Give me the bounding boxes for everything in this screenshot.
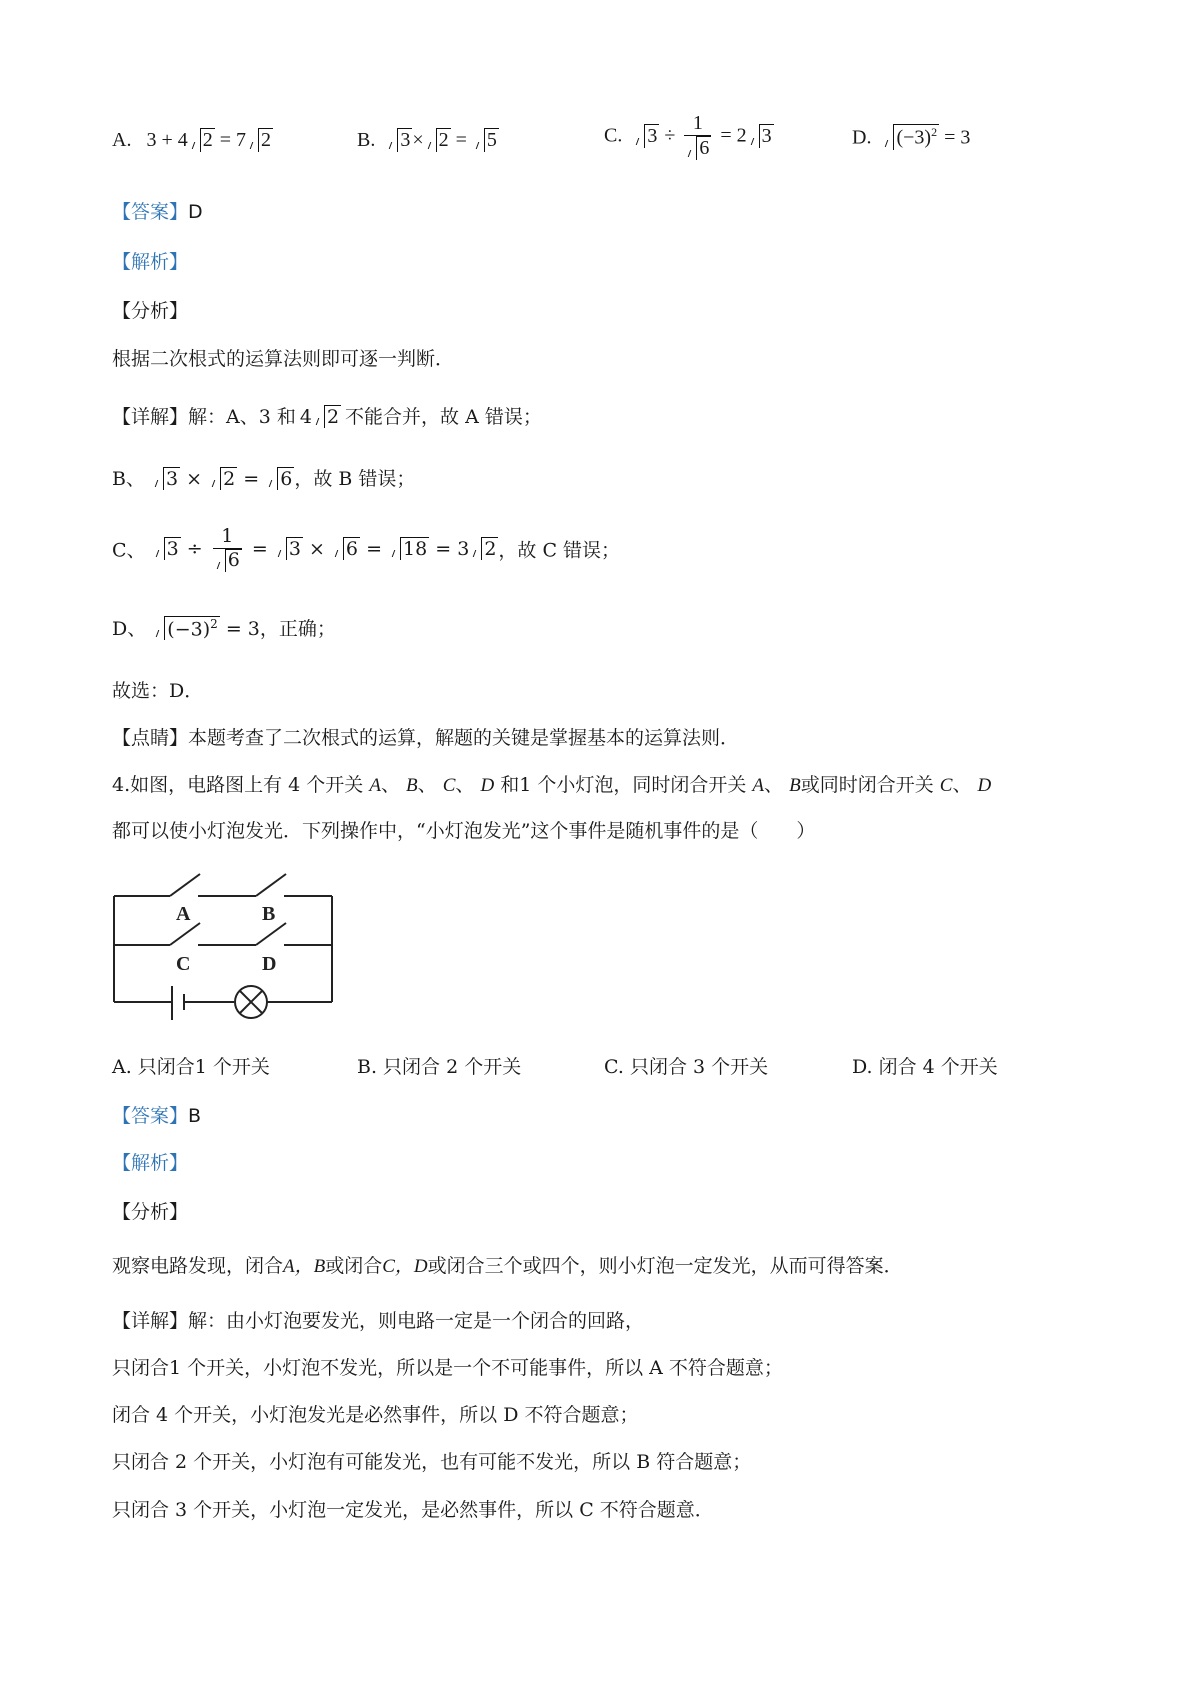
q3-detail-line-4: D、 $(-3)^2 = 3$，正确； <box>112 616 336 640</box>
q3-fenxi-text: 根据二次根式的运算法则即可逐一判断． <box>112 348 455 370</box>
q4-detail-line-4: 只闭合 2 个开关，小灯泡有可能发光，也有可能不发光，所以 B 符合题意； <box>112 1451 752 1473</box>
q4-option-b: B. 只闭合 2 个开关 <box>357 1056 522 1078</box>
q3-choose: 故选：D． <box>112 680 204 702</box>
switch-label-c: C <box>176 953 191 975</box>
q4-option-c: C. 只闭合 3 个开关 <box>604 1056 769 1078</box>
q3-option-c: C. 3 ÷ $\frac{1}{6}$ = 2 3 <box>604 112 772 159</box>
q4-analysis-tag: 【解析】 <box>112 1152 189 1174</box>
q4-stem-line-1: 4.如图，电路图上有 4 个开关 A、 B、 C、 D 和1 个小灯泡，同时闭合开关 A、 B或同时闭合开关 C、 D <box>112 774 992 796</box>
q3-detail-line-3: C、 3 ÷ $\frac{1}{6}$ = 3 × 6 = 18 = 3 2 ，故 C 错误； <box>112 525 621 571</box>
q4-option-a: A. 只闭合1 个开关 <box>112 1056 270 1078</box>
q4-detail-line-1: 【详解】解：由小灯泡要发光，则电路一定是一个闭合的回路， <box>112 1310 645 1332</box>
switch-label-a: A <box>176 903 191 925</box>
q3-detail-line-1: 【详解】解：A、3 和 4 2 不能合并，故 A 错误； <box>112 406 542 428</box>
q3-option-d: D. $(-3)^2 = 3$ <box>852 125 971 149</box>
q3-option-b: B. 3 × 2 = 5 <box>357 129 497 151</box>
q4-detail-line-3: 闭合 4 个开关，小灯泡发光是必然事件，所以 D 不符合题意； <box>112 1404 639 1426</box>
q3-detail-line-2: B、 3 × 2 = 6 ，故 B 错误； <box>112 468 416 490</box>
q4-answer: 【答案】B <box>112 1105 202 1127</box>
q3-option-a: A. 3 + 4 2 = 7 2 <box>112 129 272 151</box>
q4-detail-line-2: 只闭合1 个开关，小灯泡不发光，所以是一个不可能事件，所以 A 不符合题意； <box>112 1357 783 1379</box>
q3-comment: 【点睛】本题考查了二次根式的运算，解题的关键是掌握基本的运算法则． <box>112 727 740 749</box>
q4-option-d: D. 闭合 4 个开关 <box>852 1056 998 1078</box>
q4-detail-line-5: 只闭合 3 个开关，小灯泡一定发光，是必然事件，所以 C 不符合题意． <box>112 1499 714 1521</box>
q4-stem-line-2: 都可以使小灯泡发光．下列操作中，“小灯泡发光”这个事件是随机事件的是（ ） <box>112 820 816 842</box>
circuit-diagram <box>110 868 340 1026</box>
q4-fenxi-text: 观察电路发现，闭合A，B或闭合C，D或闭合三个或四个，则小灯泡一定发光，从而可得答案． <box>112 1255 903 1277</box>
q4-fenxi-tag: 【分析】 <box>112 1201 189 1223</box>
q3-fenxi-tag: 【分析】 <box>112 300 189 322</box>
switch-label-b: B <box>262 903 276 925</box>
q3-answer: 【答案】D <box>112 201 203 223</box>
switch-label-d: D <box>262 953 277 975</box>
q3-analysis-tag: 【解析】 <box>112 251 189 273</box>
